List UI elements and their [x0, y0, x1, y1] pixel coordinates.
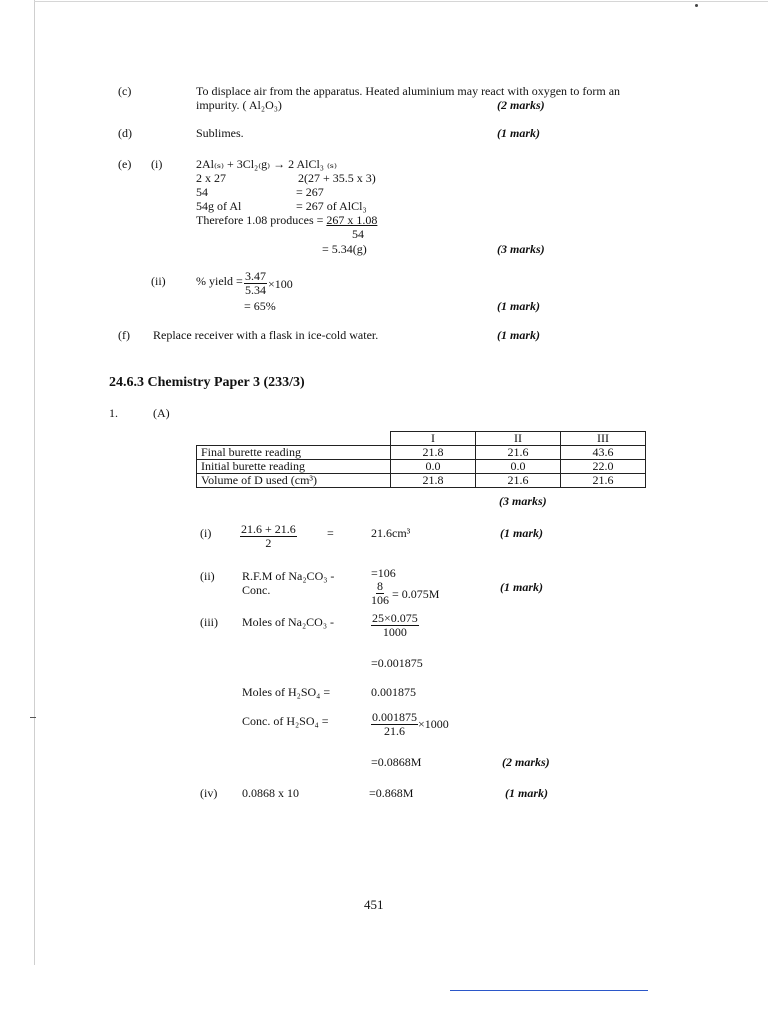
- question-number: 1.: [109, 406, 118, 420]
- d-text: Sublimes.: [196, 126, 244, 140]
- row-label: Initial burette reading: [197, 460, 391, 474]
- table-cell: 43.6: [561, 446, 646, 460]
- d-marks: (1 mark): [497, 126, 540, 140]
- burette-table: [196, 431, 646, 488]
- e-yield-mult: ×100: [268, 277, 293, 291]
- table-row: [197, 474, 646, 488]
- section-heading: 24.6.3 Chemistry Paper 3 (233/3): [109, 375, 305, 390]
- page-number: 451: [364, 897, 384, 912]
- a-iii-moles-value: =0.001875: [371, 656, 423, 670]
- f-marks: (1 mark): [497, 328, 540, 342]
- a-iii-label: (iii): [200, 615, 218, 629]
- a-i-equals: =: [327, 526, 334, 540]
- table-header-row: [197, 432, 646, 446]
- e-equation: 2Al₍ₛ₎ + 3Cl₂₍g₎ → 2 AlCl₃ ₍ₛ₎: [196, 157, 337, 171]
- page-top-edge: [34, 1, 768, 2]
- a-iii-conc-mult: ×1000: [418, 717, 449, 731]
- a-iii-conc-h: Conc. of H₂SO₄ =: [242, 714, 329, 728]
- table-header-3: III: [561, 432, 646, 446]
- e-line5: [196, 213, 377, 227]
- e-yield-num: 3.47: [245, 269, 266, 283]
- table-cell: 21.6: [561, 474, 646, 488]
- a-i-fraction: [240, 523, 297, 550]
- a-iii-moles-fraction: [371, 612, 419, 639]
- e-yield-result: = 65%: [244, 299, 276, 313]
- a-iii-conc-fraction: [371, 711, 418, 738]
- a-i-den: 2: [265, 536, 272, 550]
- table-cell: 0.0: [476, 460, 561, 474]
- a-iii-conc-value: =0.0868M: [371, 755, 422, 769]
- a-i-marks: (1 mark): [500, 526, 543, 540]
- e-line2a: 2 x 27: [196, 171, 226, 185]
- a-ii-rfm: R.F.M of Na₂CO₃ -: [242, 569, 335, 583]
- f-label: (f): [118, 328, 130, 342]
- table-row: [197, 460, 646, 474]
- e-ii-marks: (1 mark): [497, 299, 540, 313]
- e-yield-den: 5.34: [245, 283, 266, 297]
- e-i-marks: (3 marks): [497, 242, 545, 256]
- e-ii-label: (ii): [151, 274, 166, 288]
- e-line5a: Therefore 1.08 produces =: [196, 213, 327, 227]
- table-cell: 22.0: [561, 460, 646, 474]
- table-header-1: I: [391, 432, 476, 446]
- a-iii-moles-den: 1000: [382, 625, 407, 639]
- question-part: (A): [153, 406, 170, 420]
- a-iv-text: 0.0868 x 10: [242, 786, 299, 800]
- a-i-label: (i): [200, 526, 212, 540]
- page-left-edge: [34, 0, 35, 965]
- e-i-label: (i): [151, 157, 163, 171]
- row-label: Volume of D used (cm³): [197, 474, 391, 488]
- c-label: (c): [118, 84, 132, 98]
- d-label: (d): [118, 126, 132, 140]
- a-iii-conc-den: 21.6: [384, 724, 405, 738]
- scan-tick: [30, 717, 36, 718]
- footer-link-underline: [450, 990, 648, 991]
- table-cell: 21.6: [476, 474, 561, 488]
- e-yield-fraction: [244, 270, 267, 297]
- e-line3a: 54: [196, 185, 208, 199]
- e-label: (e): [118, 157, 132, 171]
- e-line6: 54: [352, 227, 364, 241]
- a-iv-marks: (1 mark): [505, 786, 548, 800]
- a-ii-den: 106: [371, 593, 389, 607]
- a-iii-moles-na: Moles of Na₂CO₃ -: [242, 615, 335, 629]
- a-iii-moles-h-value: 0.001875: [371, 685, 416, 699]
- a-i-result: 21.6cm³: [371, 526, 411, 540]
- a-iii-moles-num: 25×0.075: [372, 611, 418, 625]
- a-iv-label: (iv): [200, 786, 218, 800]
- e-line4a: 54g of Al: [196, 199, 242, 213]
- a-ii-conc: Conc.: [242, 583, 271, 597]
- scan-speck: [695, 4, 698, 7]
- f-text: Replace receiver with a flask in ice-cold water.: [153, 328, 379, 342]
- e-line5b: 267 x 1.08: [326, 213, 378, 227]
- table-row: [197, 446, 646, 460]
- a-iii-moles-h: Moles of H₂SO₄ =: [242, 685, 331, 699]
- table-cell: 21.8: [391, 474, 476, 488]
- table-cell: 21.6: [476, 446, 561, 460]
- a-iii-marks: (2 marks): [502, 755, 550, 769]
- a-ii-marks: (1 mark): [500, 580, 543, 594]
- a-ii-label: (ii): [200, 569, 215, 583]
- a-ii-rfm-value: =106: [371, 566, 396, 580]
- table-cell: 0.0: [391, 460, 476, 474]
- a-ii-num: 8: [377, 579, 383, 593]
- e-line7: = 5.34(g): [322, 242, 367, 256]
- table-cell: 21.8: [391, 446, 476, 460]
- e-yield-label: % yield =: [196, 274, 243, 288]
- table-corner: [197, 432, 391, 446]
- e-line2b: 2(27 + 35.5 x 3): [298, 171, 376, 185]
- row-label: Final burette reading: [197, 446, 391, 460]
- a-ii-fraction: [371, 580, 389, 607]
- table-marks: (3 marks): [499, 494, 547, 508]
- a-iv-result: =0.868M: [369, 786, 414, 800]
- a-iii-conc-num: 0.001875: [372, 710, 417, 724]
- a-ii-conc-result: = 0.075M: [392, 587, 440, 601]
- a-i-num: 21.6 + 21.6: [241, 522, 296, 536]
- e-line3b: = 267: [296, 185, 324, 199]
- c-line2: impurity. ( Al₂O₃): [196, 98, 282, 112]
- e-line4b: = 267 of AlCl₃: [296, 199, 367, 213]
- table-header-2: II: [476, 432, 561, 446]
- c-marks: (2 marks): [497, 98, 545, 112]
- c-line1: To displace air from the apparatus. Heated aluminium may react with oxygen to form an: [196, 84, 621, 98]
